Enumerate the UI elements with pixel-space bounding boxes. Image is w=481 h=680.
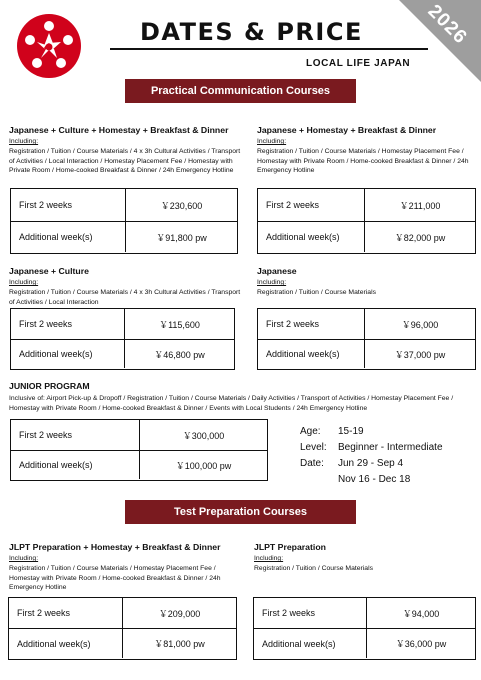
row-price: ￥300,000 (182, 430, 225, 441)
date-row-2 (300, 472, 478, 488)
course-description: Registration / Tuition / Course Materials / 4 x 3h Cultural Activities / Transport of Activities / Local Interaction / Homestay Placement Fee / Homestay with Private Room / Home-cooked Breakfast & Dinner / 24h Emergency Hotline (9, 148, 241, 175)
flower-people-logo-icon (16, 13, 82, 79)
row-price: ￥211,000 (399, 200, 441, 211)
row-label: Additional week(s) (9, 629, 123, 658)
course-title-j-hs-bd: Japanese + Homestay + Breakfast & Dinner (257, 125, 437, 135)
row-price: ￥209,000 (158, 608, 201, 619)
course-description: Registration / Tuition / Course Materials / 4 x 3h Cultural Activities / Transport of Activities / Local Interaction (9, 289, 241, 306)
row-price: ￥91,800 pw (156, 232, 207, 243)
table-row (11, 420, 267, 450)
course-title-jlpt: JLPT Preparation (254, 542, 326, 552)
table-row (9, 628, 236, 658)
table-row (258, 189, 475, 221)
including-label: Including: (9, 138, 39, 145)
course-description: Registration / Tuition / Course Materials / Homestay Placement Fee / Homestay with Private Room / Home-cooked Breakfast & Dinner / 24h Emergency Hotline (9, 565, 221, 592)
course-title-jlpt-hs-bd: JLPT Preparation + Homestay + Breakfast & Dinner (9, 542, 221, 552)
row-price: ￥94,000 (402, 608, 440, 619)
price-table-j (257, 308, 476, 370)
row-label: Additional week(s) (258, 340, 365, 368)
course-title-jc-hs-bd: Japanese + Culture + Homestay + Breakfast & Dinner (9, 125, 229, 135)
table-row (258, 309, 475, 339)
age-value: 15-19 (338, 426, 364, 437)
row-label: Additional week(s) (254, 629, 367, 658)
including-label: Including: (257, 138, 287, 145)
table-row (258, 221, 475, 252)
level-row (300, 440, 478, 456)
year-label: 2026 (423, 0, 472, 49)
table-row (254, 598, 475, 628)
row-price: ￥100,000 pw (175, 460, 232, 471)
course-description: Registration / Tuition / Course Materials (257, 289, 376, 296)
row-price: ￥36,000 pw (395, 639, 447, 649)
including-label: Including: (9, 555, 39, 562)
age-row (300, 424, 478, 440)
row-price: ￥37,000 pw (394, 349, 446, 360)
price-table-jc (10, 308, 235, 370)
row-price: ￥46,800 pw (154, 349, 205, 360)
row-label: First 2 weeks (254, 598, 367, 628)
course-title-j: Japanese (257, 266, 297, 276)
date-value-1: Jun 29 - Sep 4 (338, 458, 404, 469)
table-row (11, 339, 234, 368)
date-label: Date: (300, 458, 324, 469)
course-description: Registration / Tuition / Course Materials / Homestay Placement Fee / Homestay with Private Room / Home-cooked Breakfast & Dinner / 24h Emergency Hotline (257, 148, 469, 175)
price-table-j-hs-bd (257, 188, 476, 254)
row-label: First 2 weeks (11, 189, 126, 221)
junior-info (300, 424, 478, 488)
table-row (258, 339, 475, 368)
age-label: Age: (300, 426, 321, 437)
table-row (11, 189, 237, 221)
course-title-jc: Japanese + Culture (9, 266, 89, 276)
row-label: Additional week(s) (11, 340, 125, 368)
row-label: Additional week(s) (258, 222, 365, 252)
row-price: ￥81,000 pw (154, 639, 205, 649)
date-row (300, 456, 478, 472)
table-row (9, 598, 236, 628)
table-row (11, 221, 237, 252)
price-table-jc-hs-bd (10, 188, 238, 254)
including-label: Including: (9, 279, 39, 286)
row-label: First 2 weeks (9, 598, 123, 628)
row-price: ￥96,000 (401, 319, 439, 330)
row-label: First 2 weeks (11, 420, 140, 450)
row-label: First 2 weeks (258, 309, 365, 339)
table-row (11, 450, 267, 479)
price-table-junior (10, 419, 268, 481)
row-label: First 2 weeks (11, 309, 125, 339)
including-label: Including: (257, 279, 287, 286)
row-label: First 2 weeks (258, 189, 365, 221)
section-banner-practical: Practical Communication Courses (125, 79, 356, 103)
course-description: Inclusive of: Airport Pick-up & Dropoff / Registration / Tuition / Course Materials / Daily Activities / Transport of Activities / Homestay Placement Fee / Homestay with Private Room / Home-cooked Breakfast & Dinner / Events with Local Students / 24h Emergency Hotline (9, 395, 454, 412)
course-description: Registration / Tuition / Course Materials (254, 565, 373, 572)
row-price: ￥115,600 (159, 319, 200, 330)
course-title-junior: JUNIOR PROGRAM (9, 381, 90, 391)
level-value: Beginner - Intermediate (338, 442, 443, 453)
table-row (11, 309, 234, 339)
level-label: Level: (300, 442, 327, 453)
page-title: DATES & PRICE (140, 18, 363, 46)
table-row (254, 628, 475, 658)
row-label: Additional week(s) (11, 451, 140, 479)
row-label: Additional week(s) (11, 222, 126, 252)
row-price: ￥230,600 (160, 200, 203, 211)
brand-subtitle: LOCAL LIFE JAPAN (306, 58, 411, 69)
row-price: ￥82,000 pw (394, 232, 446, 243)
price-table-jlpt-hs-bd (8, 597, 237, 660)
including-label: Including: (254, 555, 284, 562)
title-divider (110, 48, 428, 50)
price-table-jlpt (253, 597, 476, 660)
date-value-2: Nov 16 - Dec 18 (338, 474, 411, 485)
section-banner-test: Test Preparation Courses (125, 500, 356, 524)
